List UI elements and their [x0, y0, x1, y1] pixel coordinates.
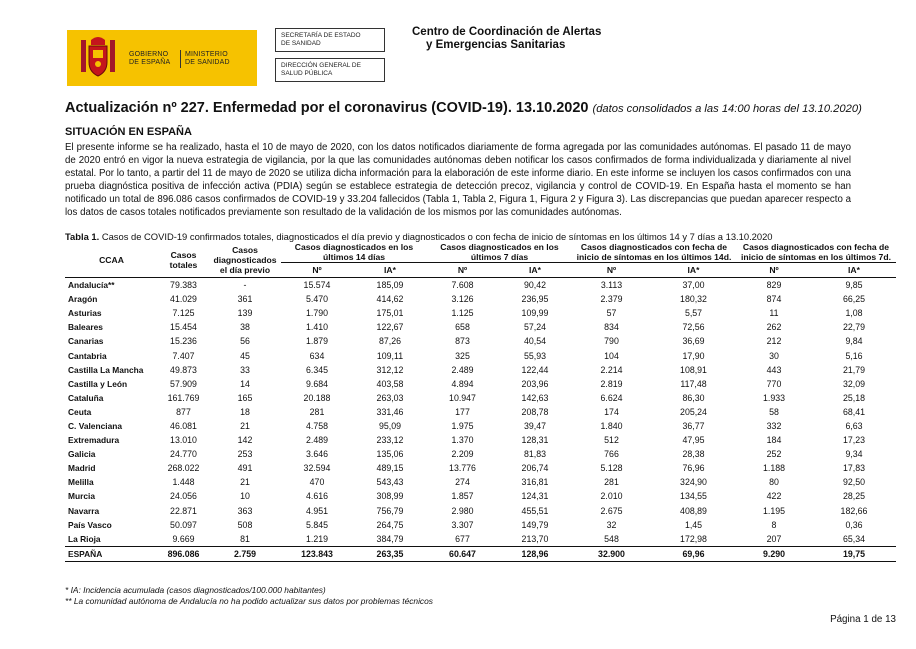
header-n: Nº: [312, 265, 322, 275]
ia14-cell: 543,43: [376, 477, 404, 488]
nsint14-cell: 2.675: [600, 505, 623, 516]
iasint14-cell: 108,91: [680, 364, 707, 375]
center-title-line2: y Emergencias Sanitarias: [426, 39, 566, 51]
cases-table: [65, 242, 896, 562]
table-row: [65, 461, 896, 475]
ia14-cell: 312,12: [376, 364, 404, 375]
n7-cell: 1.975: [451, 420, 474, 431]
table-row: [65, 504, 896, 518]
iasint7-cell: 19,75: [842, 548, 865, 559]
table-row: [65, 391, 896, 405]
header-dia-previo: Casos diagnosticados el día previo: [213, 244, 277, 275]
casos-totales-cell: 49.873: [170, 364, 197, 375]
government-logo: [67, 30, 257, 86]
iasint14-cell: 28,38: [682, 449, 705, 460]
nsint7-cell: 262: [766, 322, 782, 333]
table-row: [65, 363, 896, 377]
n7-cell: 177: [455, 406, 470, 417]
nsint7-cell: 332: [766, 420, 782, 431]
dia-previo-cell: 45: [240, 350, 250, 361]
section-heading: SITUACIÓN EN ESPAÑA: [65, 126, 192, 138]
casos-totales-cell: 896.086: [167, 548, 200, 559]
ia14-cell: 175,01: [376, 308, 404, 319]
ia14-cell: 185,09: [376, 280, 404, 291]
dia-previo-cell: 142: [237, 435, 253, 446]
nsint14-cell: 2.819: [600, 378, 623, 389]
dia-previo-cell: 18: [240, 406, 250, 417]
nsint7-cell: 1.188: [762, 463, 785, 474]
nsint14-cell: 281: [604, 477, 619, 488]
table-caption-label: Tabla 1.: [65, 231, 100, 242]
iasint14-cell: 37,00: [682, 280, 705, 291]
ccaa-cell: Asturias: [68, 308, 102, 319]
ccaa-cell: Baleares: [68, 322, 103, 333]
nsint7-cell: 874: [766, 294, 782, 305]
center-title: [412, 26, 601, 52]
ia7-cell: 90,42: [523, 280, 546, 291]
report-title-note: (datos consolidados a las 14:00 horas del 13.10.2020): [592, 103, 862, 115]
ia14-cell: 87,26: [378, 336, 401, 347]
n7-cell: 2.489: [451, 364, 474, 375]
n7-cell: 677: [455, 533, 470, 544]
casos-totales-cell: 7.407: [172, 350, 195, 361]
n7-cell: 3.126: [451, 294, 474, 305]
n7-cell: 873: [455, 336, 470, 347]
header-ia: IA*: [848, 265, 860, 275]
table-row: [65, 405, 896, 419]
ia14-cell: 384,79: [376, 533, 404, 544]
iasint7-cell: 6,63: [845, 420, 863, 431]
report-header: [67, 22, 857, 92]
header-n: Nº: [457, 265, 468, 275]
n14-cell: 470: [309, 477, 325, 488]
iasint7-cell: 25,18: [842, 392, 865, 403]
table-row: [65, 419, 896, 433]
ia14-cell: 489,15: [376, 463, 404, 474]
nsint7-cell: 9.290: [762, 548, 785, 559]
n14-cell: 5.470: [305, 294, 328, 305]
dia-previo-cell: 165: [237, 392, 253, 403]
n7-cell: 325: [455, 350, 470, 361]
ccaa-cell: Madrid: [68, 463, 96, 474]
header-n: Nº: [606, 265, 617, 275]
casos-totales-cell: 9.669: [172, 533, 195, 544]
ia7-cell: 213,70: [521, 533, 549, 544]
header-ia: IA*: [687, 265, 700, 275]
ccaa-cell: Castilla La Mancha: [68, 364, 144, 375]
iasint7-cell: 9,85: [845, 280, 863, 291]
dia-previo-cell: 10: [240, 491, 250, 502]
nsint14-cell: 6.624: [600, 392, 623, 403]
ia14-cell: 109,11: [376, 350, 404, 361]
table-row: [65, 348, 896, 362]
table-caption-text: Casos de COVID-19 confirmados totales, diagnosticados el día previo y diagnosticados o con fecha de inicio de síntomas en los últimos 14 y 7 días a 13.10.2020: [99, 231, 773, 242]
header-casos-totales: Casos totales: [169, 249, 198, 270]
casos-totales-cell: 41.029: [170, 294, 197, 305]
ia14-cell: 756,79: [376, 505, 404, 516]
n14-cell: 1.219: [305, 533, 328, 544]
report-title: [65, 100, 862, 116]
iasint7-cell: 32,09: [842, 378, 865, 389]
n14-cell: 4.758: [305, 420, 328, 431]
iasint14-cell: 47,95: [682, 435, 705, 446]
iasint14-cell: 205,24: [680, 406, 707, 417]
nsint14-cell: 2.214: [600, 364, 623, 375]
n14-cell: 20.188: [303, 392, 331, 403]
ia7-cell: 109,99: [521, 308, 549, 319]
casos-totales-cell: 24.770: [170, 449, 197, 460]
nsint14-cell: 512: [604, 435, 619, 446]
nsint7-cell: 829: [766, 280, 782, 291]
n14-cell: 634: [309, 350, 325, 361]
dia-previo-cell: -: [243, 280, 247, 291]
ia7-cell: 149,79: [521, 519, 549, 530]
casos-totales-cell: 57.909: [170, 378, 197, 389]
iasint14-cell: 117,48: [680, 378, 707, 389]
table-row: [65, 433, 896, 447]
nsint7-cell: 1.933: [762, 392, 785, 403]
n7-cell: 1.857: [451, 491, 474, 502]
iasint14-cell: 408,89: [680, 505, 707, 516]
n7-cell: 1.125: [451, 308, 474, 319]
table-row: [65, 377, 896, 391]
page-number: Página 1 de 13: [830, 614, 896, 625]
header-group-7d: Casos diagnosticados en los últimos 7 días: [427, 242, 572, 263]
n7-cell: 3.307: [451, 519, 474, 530]
n7-cell: 7.608: [451, 280, 474, 291]
iasint14-cell: 36,77: [682, 420, 705, 431]
ia7-cell: 122,44: [521, 364, 549, 375]
iasint7-cell: 22,79: [842, 322, 865, 333]
table-body: [65, 278, 896, 562]
ia7-cell: 208,78: [521, 406, 549, 417]
ia14-cell: 95,09: [378, 420, 401, 431]
nsint7-cell: 770: [766, 378, 782, 389]
casos-totales-cell: 7.125: [172, 308, 195, 319]
n7-cell: 274: [455, 477, 470, 488]
iasint14-cell: 36,69: [682, 336, 705, 347]
table-row: [65, 489, 896, 503]
table-row: [65, 532, 896, 547]
ccaa-cell: Cataluña: [68, 392, 104, 403]
casos-totales-cell: 22.871: [170, 505, 197, 516]
table-row: [65, 518, 896, 532]
table-row: [65, 306, 896, 320]
ccaa-cell: C. Valenciana: [68, 420, 122, 431]
iasint14-cell: 76,96: [682, 463, 705, 474]
direccion-box: DIRECCIÓN GENERAL DE SALUD PÚBLICA: [275, 58, 385, 82]
footnote-andalucia: ** La comunidad autónoma de Andalucía no ha podido actualizar sus datos por problemas técnicos: [65, 596, 433, 606]
secretaria-box: SECRETARÍA DE ESTADO DE SANIDAD: [275, 28, 385, 52]
nsint14-cell: 3.113: [600, 280, 623, 291]
ccaa-cell: Melilla: [68, 477, 94, 488]
casos-totales-cell: 24.056: [170, 491, 197, 502]
casos-totales-cell: 15.236: [170, 336, 197, 347]
iasint14-cell: 86,30: [682, 392, 705, 403]
iasint7-cell: 68,41: [842, 406, 865, 417]
casos-totales-cell: 46.081: [170, 420, 197, 431]
iasint7-cell: 0,36: [845, 519, 863, 530]
ia14-cell: 264,75: [376, 519, 404, 530]
ia7-cell: 203,96: [521, 378, 549, 389]
n14-cell: 281: [309, 406, 325, 417]
ia14-cell: 263,03: [376, 392, 404, 403]
nsint7-cell: 80: [769, 477, 779, 488]
nsint14-cell: 57: [606, 308, 617, 319]
header-n: Nº: [769, 265, 779, 275]
n14-cell: 6.345: [305, 364, 328, 375]
ia7-cell: 236,95: [521, 294, 549, 305]
dia-previo-cell: 361: [237, 294, 253, 305]
iasint7-cell: 1,08: [845, 308, 863, 319]
iasint14-cell: 324,90: [680, 477, 707, 488]
dia-previo-cell: 38: [240, 322, 250, 333]
nsint7-cell: 1.195: [762, 505, 785, 516]
ia7-cell: 128,96: [521, 548, 549, 559]
header-ia: IA*: [384, 265, 396, 275]
ia7-cell: 124,31: [521, 491, 549, 502]
nsint7-cell: 184: [766, 435, 782, 446]
casos-totales-cell: 161.769: [167, 392, 200, 403]
nsint14-cell: 32: [606, 519, 617, 530]
iasint7-cell: 65,34: [842, 533, 865, 544]
casos-totales-cell: 15.454: [170, 322, 197, 333]
iasint7-cell: 9,84: [845, 336, 863, 347]
dia-previo-cell: 21: [240, 420, 250, 431]
table-total-row: [65, 546, 896, 561]
nsint14-cell: 5.128: [600, 463, 623, 474]
nsint14-cell: 1.840: [600, 420, 623, 431]
nsint14-cell: 834: [604, 322, 619, 333]
casos-totales-cell: 1.448: [172, 477, 195, 488]
nsint7-cell: 11: [769, 308, 779, 319]
n14-cell: 1.410: [305, 322, 328, 333]
n7-cell: 13.776: [449, 463, 476, 474]
ccaa-cell: Cantabria: [68, 350, 107, 361]
dia-previo-cell: 491: [237, 463, 253, 474]
n7-cell: 2.980: [451, 505, 474, 516]
iasint14-cell: 69,96: [682, 548, 705, 559]
nsint14-cell: 32.900: [598, 548, 625, 559]
ccaa-cell: ESPAÑA: [68, 548, 103, 559]
iasint14-cell: 172,98: [680, 533, 707, 544]
dia-previo-cell: 363: [237, 505, 253, 516]
dia-previo-cell: 2.759: [233, 548, 256, 559]
header-group-sintomas-7d: Casos diagnosticados con fecha de inicio de síntomas en los últimos 7d.: [736, 242, 896, 263]
nsint7-cell: 212: [766, 336, 782, 347]
nsint14-cell: 174: [604, 406, 619, 417]
ccaa-cell: Aragón: [68, 294, 98, 305]
dia-previo-cell: 33: [240, 364, 250, 375]
iasint14-cell: 17,90: [682, 350, 705, 361]
ia7-cell: 40,54: [523, 336, 546, 347]
casos-totales-cell: 268.022: [167, 463, 200, 474]
nsint7-cell: 252: [766, 449, 782, 460]
ministerio-label: MINISTERIO DE SANIDAD: [185, 51, 230, 66]
gobierno-label: GOBIERNO DE ESPAÑA: [129, 51, 171, 66]
iasint7-cell: 21,79: [842, 364, 865, 375]
ccaa-cell: Murcia: [68, 491, 95, 502]
n7-cell: 10.947: [449, 392, 476, 403]
iasint7-cell: 182,66: [840, 505, 868, 516]
ccaa-cell: Navarra: [68, 505, 100, 516]
dia-previo-cell: 14: [240, 378, 250, 389]
iasint7-cell: 5,16: [845, 350, 863, 361]
header-ccaa: CCAA: [99, 254, 124, 265]
coat-of-arms-icon: [79, 36, 117, 80]
n14-cell: 15.574: [303, 280, 331, 291]
dia-previo-cell: 508: [237, 519, 253, 530]
casos-totales-cell: 50.097: [170, 519, 197, 530]
ccaa-cell: Andalucía**: [68, 280, 115, 291]
iasint14-cell: 134,55: [680, 491, 707, 502]
header-group-14d: Casos diagnosticados en los últimos 14 días: [281, 242, 427, 263]
ia7-cell: 142,63: [521, 392, 549, 403]
n7-cell: 60.647: [449, 548, 476, 559]
footnote-ia: * IA: Incidencia acumulada (casos diagnosticados/100.000 habitantes): [65, 585, 326, 595]
nsint14-cell: 548: [604, 533, 619, 544]
n14-cell: 4.951: [305, 505, 328, 516]
dia-previo-cell: 21: [240, 477, 250, 488]
ia14-cell: 414,62: [376, 294, 404, 305]
center-title-line1: Centro de Coordinación de Alertas: [412, 26, 602, 38]
ccaa-cell: Galicia: [68, 449, 96, 460]
ia14-cell: 122,67: [376, 322, 404, 333]
casos-totales-cell: 79.383: [170, 280, 197, 291]
ia14-cell: 403,58: [376, 378, 404, 389]
iasint14-cell: 72,56: [682, 322, 705, 333]
ia14-cell: 263,35: [376, 548, 404, 559]
header-ia: IA*: [529, 265, 541, 275]
dia-previo-cell: 81: [240, 533, 250, 544]
n7-cell: 1.370: [451, 435, 474, 446]
n7-cell: 4.894: [451, 378, 474, 389]
table-caption: [65, 231, 773, 242]
n14-cell: 123.843: [301, 548, 333, 559]
n7-cell: 2.209: [451, 449, 474, 460]
dia-previo-cell: 253: [237, 449, 253, 460]
iasint7-cell: 28,25: [842, 491, 865, 502]
n14-cell: 5.845: [305, 519, 328, 530]
iasint7-cell: 9,34: [845, 449, 863, 460]
nsint14-cell: 790: [604, 336, 619, 347]
n14-cell: 1.879: [305, 336, 328, 347]
ia7-cell: 206,74: [521, 463, 549, 474]
nsint7-cell: 443: [766, 364, 782, 375]
nsint7-cell: 58: [769, 406, 779, 417]
n14-cell: 1.790: [305, 308, 328, 319]
ccaa-cell: Canarias: [68, 336, 104, 347]
ia14-cell: 308,99: [376, 491, 404, 502]
ia14-cell: 135,06: [376, 449, 404, 460]
table-row: [65, 292, 896, 306]
ia7-cell: 55,93: [523, 350, 546, 361]
iasint7-cell: 17,83: [842, 463, 865, 474]
nsint14-cell: 2.379: [600, 294, 623, 305]
nsint7-cell: 8: [771, 519, 777, 530]
table-row: [65, 447, 896, 461]
logo-separator: [180, 50, 181, 68]
iasint14-cell: 5,57: [684, 308, 703, 319]
dia-previo-cell: 56: [240, 336, 250, 347]
ia7-cell: 316,81: [521, 477, 549, 488]
casos-totales-cell: 13.010: [170, 435, 197, 446]
report-title-text: Actualización nº 227. Enfermedad por el coronavirus (COVID-19). 13.10.2020: [65, 100, 589, 116]
table-row: [65, 334, 896, 348]
iasint14-cell: 1,45: [684, 519, 703, 530]
ccaa-cell: País Vasco: [68, 519, 112, 530]
n14-cell: 3.646: [305, 449, 328, 460]
nsint7-cell: 30: [769, 350, 779, 361]
dia-previo-cell: 139: [237, 308, 253, 319]
table-row: [65, 278, 896, 293]
nsint7-cell: 207: [766, 533, 782, 544]
ia7-cell: 57,24: [523, 322, 546, 333]
ccaa-cell: Extremadura: [68, 435, 120, 446]
ia7-cell: 455,51: [521, 505, 549, 516]
ccaa-cell: Castilla y León: [68, 378, 128, 389]
nsint7-cell: 422: [766, 491, 782, 502]
nsint14-cell: 2.010: [600, 491, 623, 502]
table-row: [65, 320, 896, 334]
header-group-sintomas-14d: Casos diagnosticados con fecha de inicio de síntomas en los últimos 14d.: [572, 242, 736, 263]
ia7-cell: 81,83: [523, 449, 546, 460]
ia14-cell: 331,46: [376, 406, 404, 417]
n14-cell: 9.684: [305, 378, 328, 389]
n7-cell: 658: [455, 322, 470, 333]
intro-paragraph: El presente informe se ha realizado, hasta el 10 de mayo de 2020, con los datos notificados diariamente de forma agregada por las comunidades autónomas. El pasado 11 de mayo de 2020 entró en vigor la nueva estrategia de vigilancia, por la que las comunidades autónomas deben notificar los casos confirmados de forma individualizada y diariamente al nivel estatal. Por lo tanto, a partir del 11 de mayo de 2020 se utiliza dicha información para la elaboración de este informe diario. En este informe se incluyen los casos confirmados con una prueba diagnóstica positiva de infección activa (PDIA) según se establece estrategia de detección precoz, vigilancia y control de COVID-19. En España hasta el momento se han notificado un total de 896.086 casos confirmados de COVID-19 y 33.204 fallecidos (Tabla 1, Tabla 2, Figura 1, Figura 2 y Figura 3). Las discrepancias que puedan aparecer respecto a los datos de casos totales notificados previamente son resultado de la validación de los mismos por las comunidades autónomas.: [65, 142, 851, 219]
casos-totales-cell: 877: [176, 406, 191, 417]
nsint14-cell: 104: [604, 350, 619, 361]
n14-cell: 2.489: [305, 435, 328, 446]
ccaa-cell: La Rioja: [68, 533, 101, 544]
table-row: [65, 475, 896, 489]
iasint14-cell: 180,32: [680, 294, 707, 305]
nsint14-cell: 766: [604, 449, 619, 460]
ia7-cell: 39,47: [523, 420, 546, 431]
iasint7-cell: 17,23: [842, 435, 865, 446]
iasint7-cell: 92,50: [842, 477, 865, 488]
ia7-cell: 128,31: [521, 435, 549, 446]
ccaa-cell: Ceuta: [68, 406, 92, 417]
n14-cell: 4.616: [305, 491, 328, 502]
ia14-cell: 233,12: [376, 435, 404, 446]
iasint7-cell: 66,25: [842, 294, 865, 305]
n14-cell: 32.594: [303, 463, 331, 474]
